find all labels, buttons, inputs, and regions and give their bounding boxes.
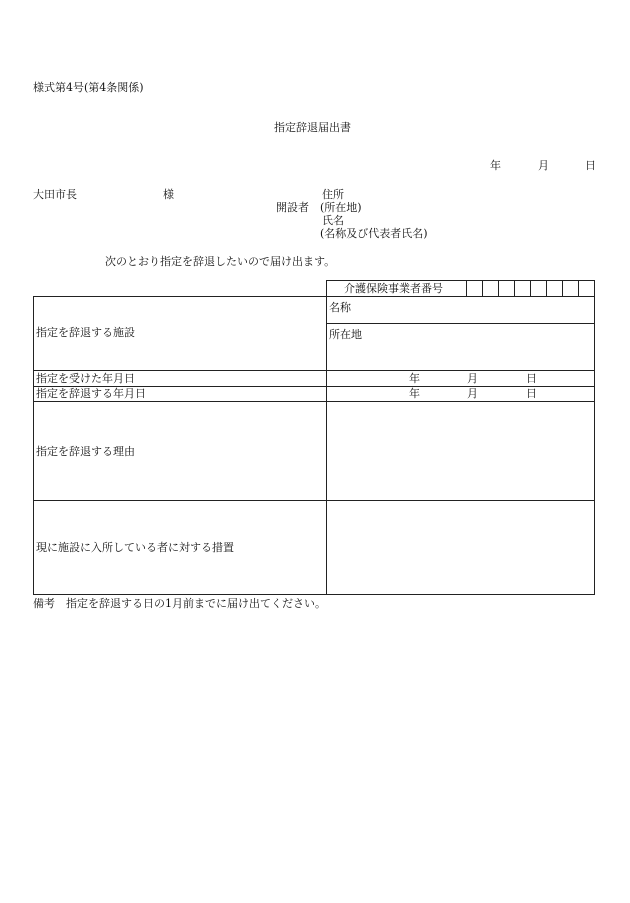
facility-address-label: 所在地 [329, 328, 362, 341]
table-line-bottom [33, 594, 595, 595]
facility-label: 指定を辞退する施設 [36, 326, 135, 339]
applicant-role: 開設者 [276, 201, 309, 214]
withdrawal-date-month: 月 [467, 387, 478, 400]
provider-number-box [466, 280, 467, 296]
form-note: 備考 指定を辞退する日の1月前までに届け出てください。 [33, 597, 326, 610]
intro-text: 次のとおり指定を辞退したいので届け出ます。 [105, 255, 336, 268]
form-number: 様式第4号(第4条関係) [33, 81, 144, 94]
designation-date-month: 月 [467, 372, 478, 385]
date-month-label: 月 [538, 159, 549, 172]
designation-date-year: 年 [409, 372, 420, 385]
provider-number-box [562, 280, 563, 296]
addressee-honorific: 様 [163, 188, 174, 201]
table-line-top-right [326, 280, 595, 281]
table-line-reason-bottom [33, 500, 595, 501]
date-day-label: 日 [585, 159, 596, 172]
table-line-date2-bottom [33, 401, 595, 402]
measures-label: 現に施設に入所している者に対する措置 [36, 541, 234, 554]
withdrawal-date-year: 年 [409, 387, 420, 400]
table-line-left [33, 296, 34, 595]
withdrawal-date-label: 指定を辞退する年月日 [36, 387, 146, 400]
table-line-middle [326, 280, 327, 595]
date-year-label: 年 [490, 159, 501, 172]
provider-number-label: 介護保険事業者番号 [344, 282, 443, 295]
form-title: 指定辞退届出書 [274, 121, 351, 134]
table-line-right [594, 280, 595, 595]
facility-name-label: 名称 [329, 301, 351, 314]
table-line-name-address [326, 323, 595, 324]
table-line-facility-bottom [33, 370, 595, 371]
provider-number-box [578, 280, 579, 296]
provider-number-box [530, 280, 531, 296]
provider-number-box [546, 280, 547, 296]
provider-number-box [514, 280, 515, 296]
provider-number-box [482, 280, 483, 296]
applicant-name-label: 氏名 [322, 214, 344, 227]
withdrawal-form-table [33, 280, 595, 595]
applicant-rep-label: (名称及び代表者氏名) [320, 227, 428, 240]
applicant-location-label: (所在地) [320, 201, 362, 214]
designation-date-day: 日 [526, 372, 537, 385]
addressee-mayor: 大田市長 [33, 188, 77, 201]
provider-number-box [498, 280, 499, 296]
table-line-top [33, 296, 595, 297]
designation-date-label: 指定を受けた年月日 [36, 372, 135, 385]
reason-label: 指定を辞退する理由 [36, 445, 135, 458]
applicant-address-label: 住所 [322, 188, 344, 201]
withdrawal-date-day: 日 [526, 387, 537, 400]
